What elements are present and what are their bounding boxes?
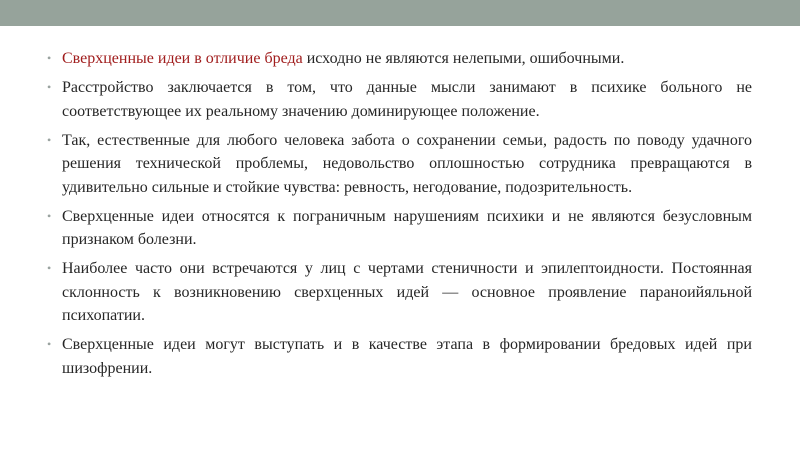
- bullet-text: исходно не являются нелепыми, ошибочными.: [302, 50, 625, 67]
- bullet-dot-icon: •: [47, 337, 52, 351]
- bullet-dot-icon: •: [47, 80, 52, 94]
- bullet-text: Сверхценные идеи относятся к пограничным нарушениям психики и не являются безусловным признаком болезни.: [62, 207, 752, 248]
- bullet-item: [47, 47, 752, 71]
- bullet-item: [47, 129, 752, 200]
- bullet-text: Наиболее часто они встречаются у лиц с чертами стеничности и эпилептоидности. Постоянная склонность к возникновению сверхценных идей — основное проявление параноийяльной психопатии.: [62, 260, 752, 324]
- bullet-dot-icon: •: [47, 51, 52, 65]
- bullet-dot-icon: •: [47, 261, 52, 275]
- top-bar: [0, 0, 800, 26]
- bullet-item: [47, 333, 752, 380]
- slide-content: [47, 47, 752, 386]
- bullet-item: [47, 205, 752, 252]
- bullet-dot-icon: •: [47, 208, 52, 223]
- bullet-text: Расстройство заключается в том, что данные мысли занимают в психике больного не соответствующее их реальному значению доминирующее положение.: [62, 79, 752, 120]
- bullet-text: Сверхценные идеи могут выступать и в качестве этапа в формировании бредовых идей при шизофрении.: [62, 336, 752, 377]
- bullet-list: [47, 47, 752, 380]
- bullet-item: [47, 76, 752, 123]
- bullet-highlight: Сверхценные идеи в отличие бреда: [62, 50, 303, 67]
- bullet-text: Так, естественные для любого человека забота о сохранении семьи, радость по поводу удачного решения технической проблемы, недовольство оплошностью сотрудника превращаются в удивительно сильные и стойкие чувства: ревность, негодование, подозрительность.: [62, 131, 752, 196]
- bullet-item: [47, 257, 752, 328]
- bullet-dot-icon: •: [47, 132, 52, 147]
